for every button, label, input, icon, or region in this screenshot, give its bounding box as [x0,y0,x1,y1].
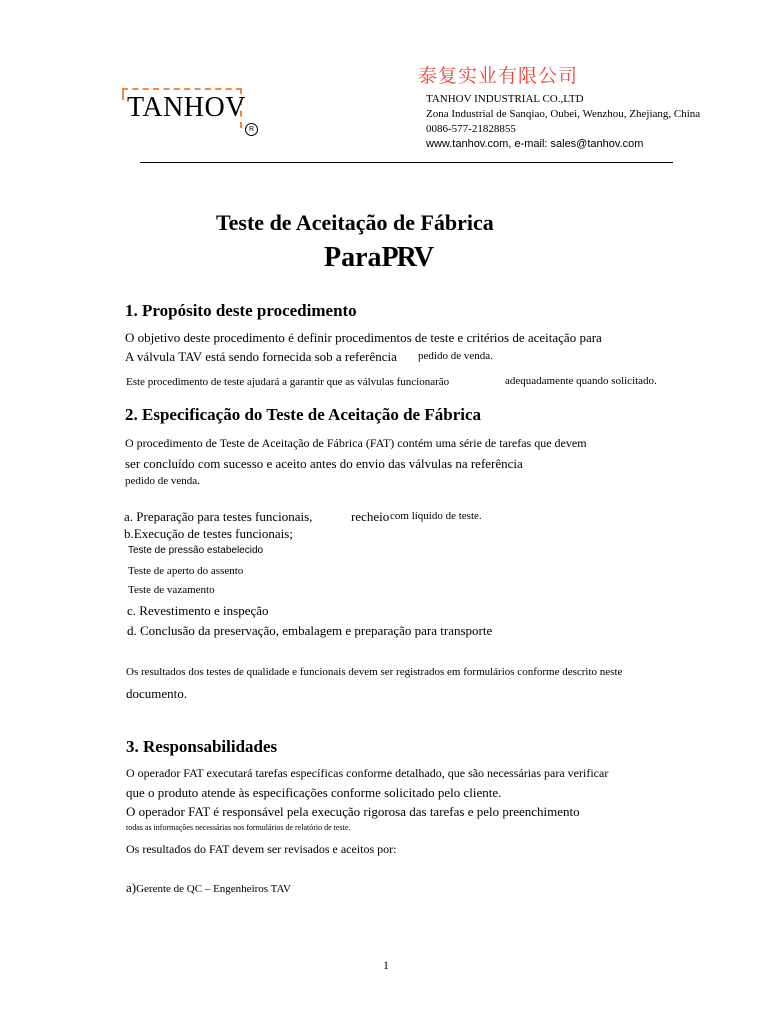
section1-p2b: adequadamente quando solicitado. [505,375,657,387]
section3-item-a-text: Gerente de QC – Engenheiros TAV [136,883,291,895]
section1-p1-line2b: pedido de venda. [418,350,493,362]
registered-mark-icon: R [245,123,258,136]
list-item-b: b.Execução de testes funcionais; [124,526,293,541]
header-divider [140,162,673,163]
company-address: Zona Industrial de Sanqiao, Oubei, Wenzhou, Zhejiang, China [426,108,701,120]
company-info [426,92,700,152]
list-item-c: c. Revestimento e inspeção [127,603,269,618]
section1-p1-line2a: A válvula TAV está sendo fornecida sob a referência [125,349,397,364]
section2-p1-line3: pedido de venda. [125,475,200,487]
results-line1: Os resultados dos testes de qualidade e funcionais devem ser registrados em formulários conforme descrito neste [126,666,623,678]
sub-item-seat-test: Teste de aperto do assento [128,565,244,577]
list-item-a-text: a. Preparação para testes funcionais, [124,509,313,524]
list-item-a [124,509,312,525]
company-phone: 0086-577-21828855 [426,123,516,135]
section3-heading: 3. Responsabilidades [126,737,278,756]
section3-line1: O operador FAT executará tarefas específicas conforme detalhado, que são necessárias para verificar [126,766,609,780]
document-title: Teste de Aceitação de Fábrica [216,210,494,235]
sub-item-pressure-test: Teste de pressão estabelecido [128,545,264,556]
section3-line3: O operador FAT é responsável pela execução rigorosa das tarefas e pelo preenchimento [126,804,580,819]
section3-line2: que o produto atende às especificações conforme solicitado pelo cliente. [126,785,502,800]
section1-heading: 1. Propósito deste procedimento [125,301,357,320]
company-logo [122,88,246,128]
section3-item-a-marker: a) [126,880,137,895]
section1-p2a: Este procedimento de teste ajudará a garantir que as válvulas funcionarão [126,376,450,388]
list-item-a-recheio: recheio [351,509,390,524]
page-number: 1 [383,958,389,972]
subtitle-prv: PRV [381,242,433,273]
section2-p1-line2: ser concluído com sucesso e aceito antes do envio das válvulas na referência [125,456,523,471]
document-subtitle [324,242,432,274]
company-web-email: www.tanhov.com, e-mail: sales@tanhov.com [426,138,644,150]
section2-p1-line1: O procedimento de Teste de Aceitação de Fábrica (FAT) contém uma série de tarefas que devem [125,436,587,450]
list-item-a-liquid: com líquido de teste. [390,510,482,522]
section3-line5: Os resultados do FAT devem ser revisados e aceitos por: [126,842,397,856]
section3-line4: todas as informações necessárias nos formulários de relatório de teste. [126,823,351,832]
results-line2: documento. [126,686,188,701]
section2-heading: 2. Especificação do Teste de Aceitação de Fábrica [125,405,482,424]
section1-p1-line1: O objetivo deste procedimento é definir procedimentos de teste e critérios de aceitação para [125,330,602,345]
subtitle-para: Para [324,242,382,273]
company-name: TANHOV INDUSTRIAL CO.,LTD [426,93,584,105]
section3-item-a [126,879,291,897]
list-item-d: d. Conclusão da preservação, embalagem e preparação para transporte [127,623,493,638]
logo-text: TANHOV [127,92,246,123]
company-chinese-name: 泰复实业有限公司 [418,65,579,87]
sub-item-leak-test: Teste de vazamento [128,584,215,596]
